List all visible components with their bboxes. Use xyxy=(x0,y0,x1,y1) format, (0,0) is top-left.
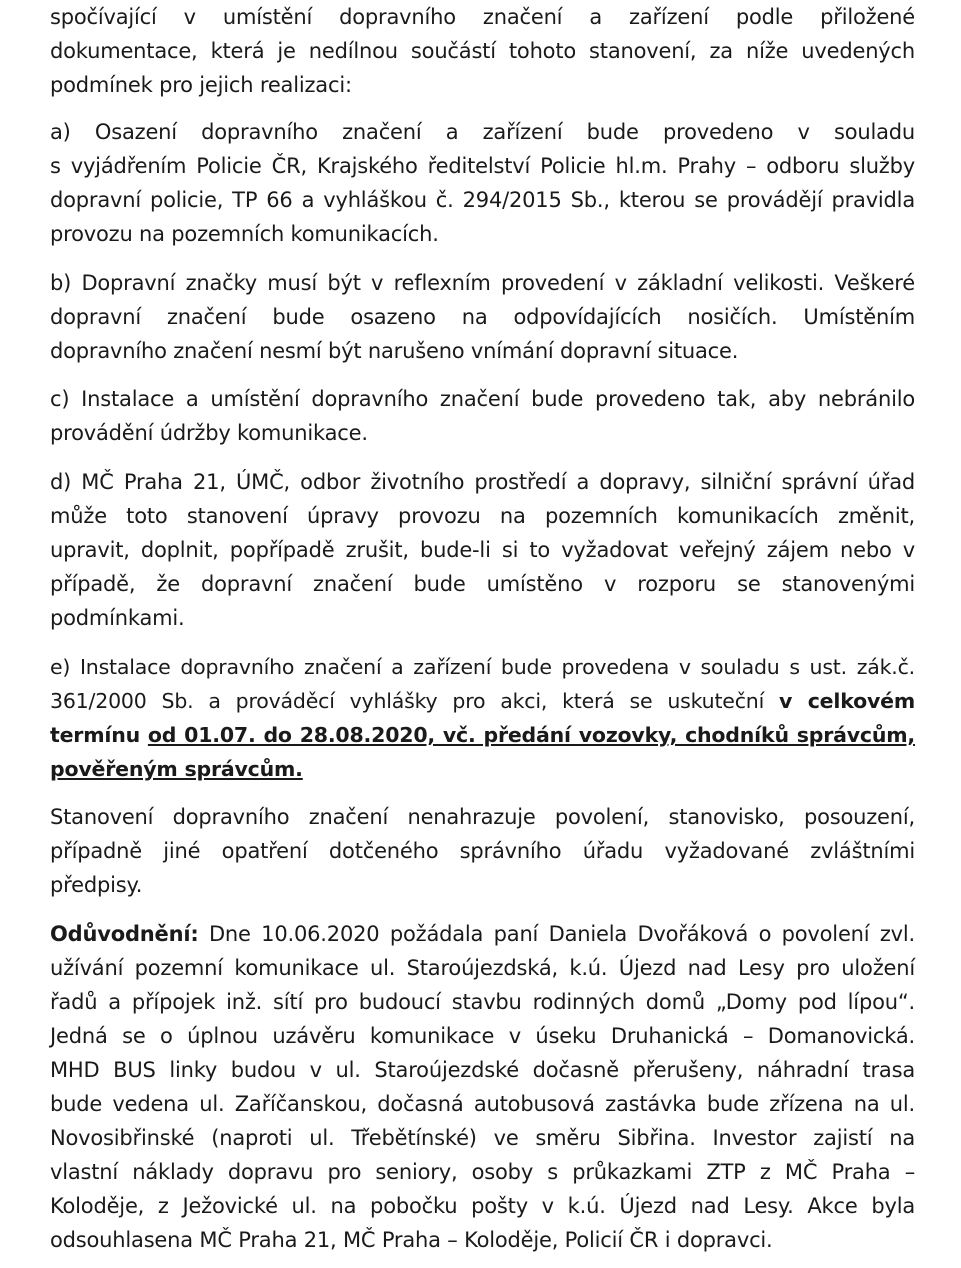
text-line: odsouhlasena MČ Praha 21, MČ Praha – Koloděje, Policií ČR i dopravci. xyxy=(50,1228,773,1252)
text-line: řadů a přípojek inž. sítí pro budoucí stavbu rodinných domů „Domy pod lípou“. xyxy=(50,990,915,1014)
term-bold-text: v celkovém xyxy=(779,689,915,713)
text-line xyxy=(50,684,915,718)
text-line: Novosibřinské (naproti ul. Třebětínské) ve směru Sibřina. Investor zajistí na xyxy=(50,1126,915,1150)
text-line: s vyjádřením Policie ČR, Krajského ředitelství Policie hl.m. Prahy – odboru služby xyxy=(50,154,915,178)
term-dates: od 01.07. do 28.08.2020, vč. předání vozovky, chodníků správcům, xyxy=(147,723,915,747)
text-line: dopravní policie, TP 66 a vyhláškou č. 294/2015 Sb., kterou se provádějí pravidla xyxy=(50,188,915,212)
text-line: dopravní značení bude osazeno na odpovídajících nosičích. Umístěním xyxy=(50,305,915,329)
text-fragment: 361/2000 Sb. a prováděcí vyhlášky pro akci, která se uskuteční xyxy=(50,689,779,713)
text-line: dopravního značení nesmí být narušeno vnímání dopravní situace. xyxy=(50,339,739,363)
condition-d-paragraph xyxy=(50,465,915,635)
disclaimer-paragraph xyxy=(50,800,915,902)
text-line: c) Instalace a umístění dopravního značení bude provedeno tak, aby nebránilo xyxy=(50,387,915,411)
text-line: a) Osazení dopravního značení a zařízení bude provedeno v souladu xyxy=(50,120,915,144)
text-line: Jedná se o úplnou uzávěru komunikace v úseku Druhanická – Domanovická. xyxy=(50,1024,915,1048)
text-line: případně jiné opatření dotčeného správního úřadu vyžadované zvláštními xyxy=(50,839,915,863)
text-line: spočívající v umístění dopravního značení a zařízení podle přiložené xyxy=(50,5,915,29)
text-line: provádění údržby komunikace. xyxy=(50,421,368,445)
condition-a-paragraph xyxy=(50,115,915,251)
text-line xyxy=(50,752,915,786)
text-line: předpisy. xyxy=(50,873,143,897)
term-dates-end: pověřeným správcům. xyxy=(50,757,303,781)
text-line: vlastní náklady dopravu pro seniory, osoby s průkazkami ZTP z MČ Praha – xyxy=(50,1160,915,1184)
text-line: dokumentace, která je nedílnou součástí tohoto stanovení, za níže uvedených xyxy=(50,39,915,63)
condition-c-paragraph xyxy=(50,382,915,450)
text-line: d) MČ Praha 21, ÚMČ, odbor životního prostředí a dopravy, silniční správní úřad xyxy=(50,470,915,494)
text-line: podmínek pro jejich realizaci: xyxy=(50,73,352,97)
text-line: Koloděje, z Ježovické ul. na pobočku pošty v k.ú. Újezd nad Lesy. Akce byla xyxy=(50,1194,915,1218)
text-line: případě, že dopravní značení bude umístěno v rozporu se stanovenými xyxy=(50,572,915,596)
text-line: užívání pozemní komunikace ul. Staroújezdská, k.ú. Újezd nad Lesy pro uložení xyxy=(50,956,915,980)
justification-paragraph xyxy=(50,917,915,1257)
justification-label: Odůvodnění: xyxy=(50,922,199,946)
text-fragment: Dne 10.06.2020 požádala paní Daniela Dvořáková o povolení zvl. xyxy=(198,922,915,946)
text-line xyxy=(50,718,915,752)
text-line: podmínkami. xyxy=(50,606,185,630)
text-line: b) Dopravní značky musí být v reflexním provedení v základní velikosti. Veškeré xyxy=(50,271,915,295)
condition-b-paragraph xyxy=(50,266,915,368)
text-line: upravit, doplnit, popřípadě zrušit, bude-li si to vyžadovat veřejný zájem nebo v xyxy=(50,538,915,562)
text-line xyxy=(50,917,915,951)
text-line: MHD BUS linky budou v ul. Staroújezdské dočasně přerušeny, náhradní trasa xyxy=(50,1058,915,1082)
text-line: Stanovení dopravního značení nenahrazuje povolení, stanovisko, posouzení, xyxy=(50,805,915,829)
condition-e-paragraph xyxy=(50,650,915,786)
text-line: bude vedena ul. Zaříčanskou, dočasná autobusová zastávka bude zřízena na ul. xyxy=(50,1092,915,1116)
text-line: provozu na pozemních komunikacích. xyxy=(50,222,439,246)
intro-paragraph xyxy=(50,0,915,102)
term-label: termínu xyxy=(50,723,148,747)
text-line: může toto stanovení úpravy provozu na pozemních komunikacích změnit, xyxy=(50,504,915,528)
text-line: e) Instalace dopravního značení a zařízení bude provedena v souladu s ust. zák.č. xyxy=(50,655,915,679)
